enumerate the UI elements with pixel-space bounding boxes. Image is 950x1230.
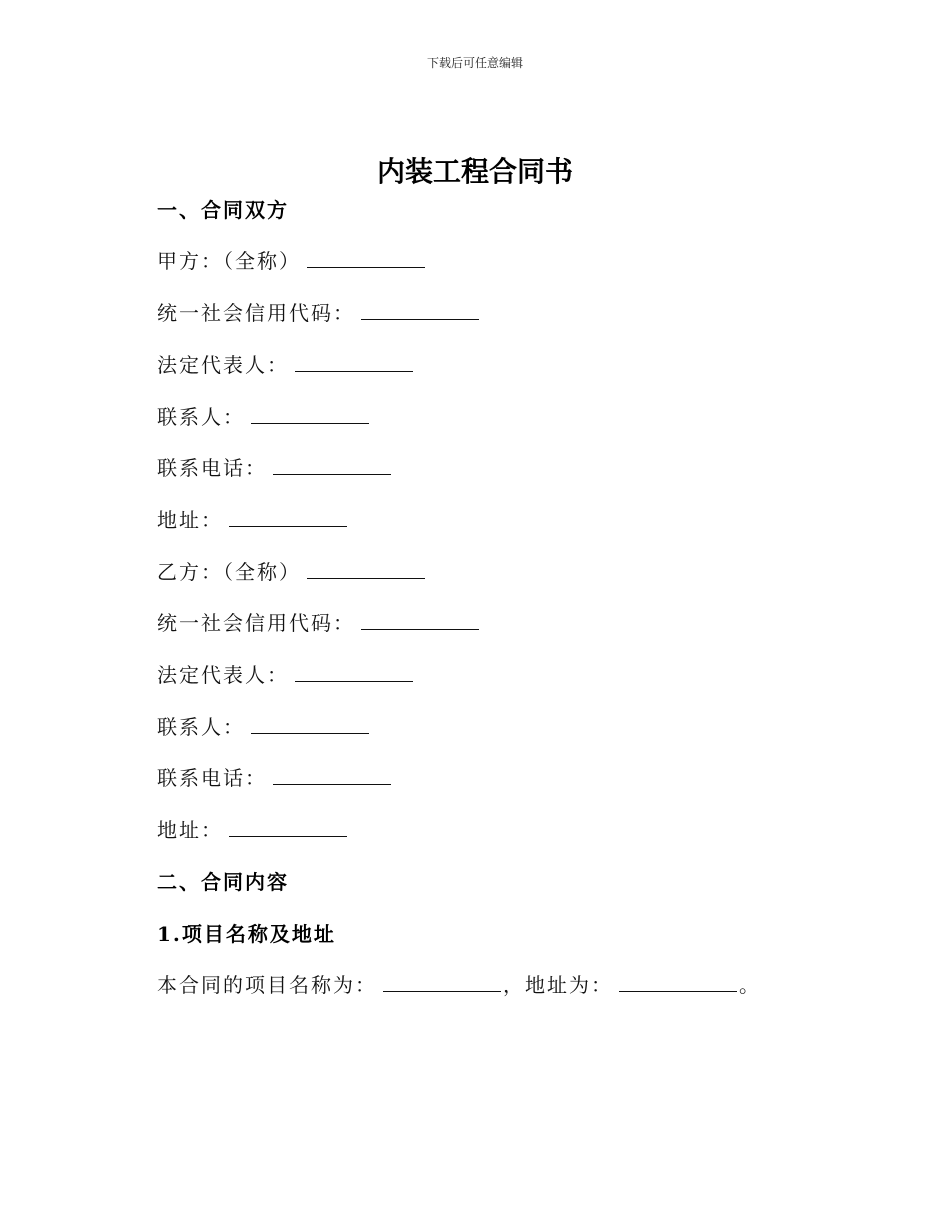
party-a-legal-rep-row bbox=[157, 350, 415, 380]
party-a-name-row bbox=[157, 246, 427, 276]
subheading-project-name-address: 1.项目名称及地址 bbox=[157, 922, 336, 946]
party-b-address-label: 地址： bbox=[157, 818, 223, 842]
party-b-legal-rep-row bbox=[157, 660, 415, 690]
sentence-end-mark: 。 bbox=[739, 973, 761, 997]
party-b-credit-code-row bbox=[157, 608, 481, 638]
party-a-contact-blank[interactable] bbox=[251, 405, 369, 424]
party-a-legal-rep-blank[interactable] bbox=[295, 353, 413, 372]
party-b-contact-blank[interactable] bbox=[251, 715, 369, 734]
party-b-credit-code-blank[interactable] bbox=[361, 611, 479, 630]
party-a-phone-blank[interactable] bbox=[273, 456, 391, 475]
party-b-phone-label: 联系电话： bbox=[157, 766, 267, 790]
party-b-name-blank[interactable] bbox=[307, 560, 425, 579]
party-a-credit-code-label: 统一社会信用代码： bbox=[157, 301, 355, 325]
party-a-contact-row bbox=[157, 402, 371, 432]
header-note: 下载后可任意编辑 bbox=[426, 56, 523, 70]
party-b-contact-row bbox=[157, 712, 371, 742]
party-a-address-label: 地址： bbox=[157, 508, 223, 532]
party-a-credit-code-blank[interactable] bbox=[361, 301, 479, 320]
document-title: 内装工程合同书 bbox=[376, 155, 573, 188]
party-b-address-row bbox=[157, 815, 349, 845]
party-b-legal-rep-label: 法定代表人： bbox=[157, 663, 289, 687]
party-b-name-label: 乙方：（全称） bbox=[157, 560, 301, 584]
party-a-address-blank[interactable] bbox=[229, 508, 347, 527]
party-a-credit-code-row bbox=[157, 298, 481, 328]
party-a-name-blank[interactable] bbox=[307, 249, 425, 268]
section-heading-contents: 二、合同内容 bbox=[157, 870, 289, 894]
party-b-phone-blank[interactable] bbox=[273, 766, 391, 785]
section-heading-parties: 一、合同双方 bbox=[157, 198, 289, 222]
project-name-label: 本合同的项目名称为： bbox=[157, 973, 377, 997]
party-b-credit-code-label: 统一社会信用代码： bbox=[157, 611, 355, 635]
project-name-address-row bbox=[157, 970, 761, 1000]
party-a-phone-label: 联系电话： bbox=[157, 456, 267, 480]
party-b-address-blank[interactable] bbox=[229, 818, 347, 837]
party-b-legal-rep-blank[interactable] bbox=[295, 663, 413, 682]
party-a-contact-label: 联系人： bbox=[157, 405, 245, 429]
party-b-name-row bbox=[157, 557, 427, 587]
party-a-legal-rep-label: 法定代表人： bbox=[157, 353, 289, 377]
project-address-blank[interactable] bbox=[619, 973, 737, 992]
project-address-label: ，地址为： bbox=[503, 973, 613, 997]
party-a-name-label: 甲方：（全称） bbox=[157, 249, 301, 273]
party-a-address-row bbox=[157, 505, 349, 535]
party-b-contact-label: 联系人： bbox=[157, 715, 245, 739]
project-name-blank[interactable] bbox=[383, 973, 501, 992]
party-a-phone-row bbox=[157, 453, 393, 483]
party-b-phone-row bbox=[157, 763, 393, 793]
